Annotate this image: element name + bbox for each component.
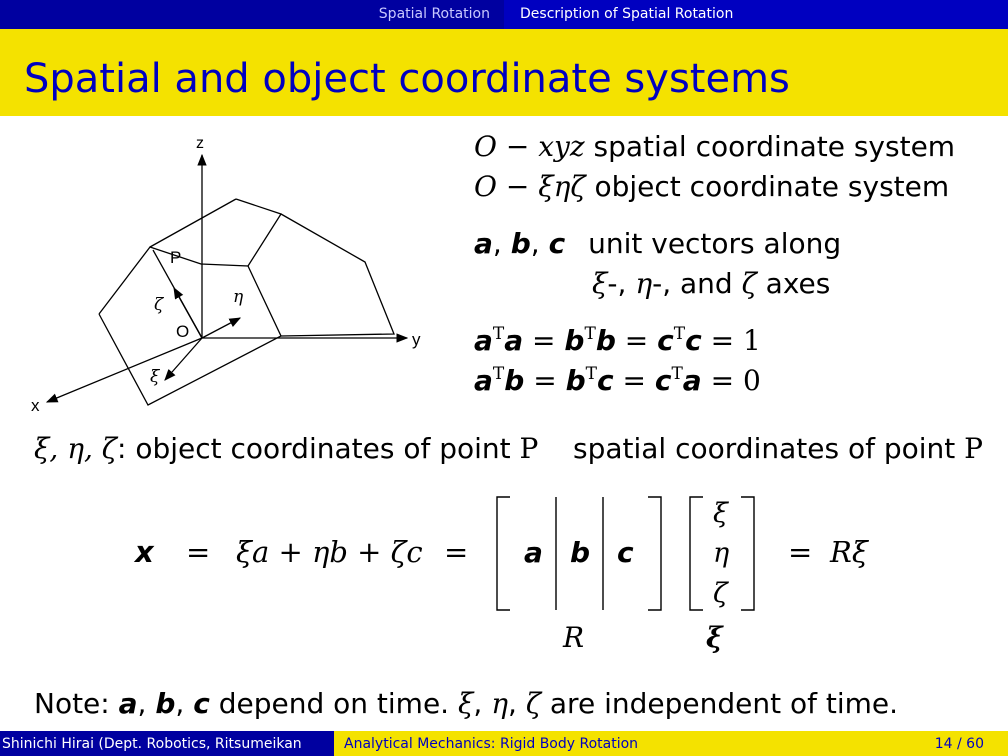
- label-xi: ξ: [150, 367, 160, 387]
- nav-subsection-link[interactable]: Description of Spatial Rotation: [520, 6, 734, 22]
- spatial-system-math: O − xyz: [474, 130, 585, 163]
- vector-eta: η: [713, 538, 730, 569]
- R-label: R: [563, 621, 585, 654]
- eq2-c2: c: [654, 364, 672, 397]
- eq1-t2: T: [584, 324, 596, 344]
- top-navigation: [0, 0, 1008, 29]
- note-line: Note: a, b, c depend on time. ξ, η, ζ are independent of time.: [34, 687, 899, 720]
- eq2-t3: T: [671, 364, 683, 384]
- note-zeta: ζ: [525, 687, 541, 720]
- orthonormal-eq2: $a^Tb = b^Tc = c^Ta = 0$: [474, 364, 761, 397]
- eq1-t1: T: [492, 324, 505, 344]
- eq2-c1: c: [596, 364, 614, 397]
- eq1-rhs: = 1: [710, 324, 761, 357]
- eq2-t2: T: [585, 364, 597, 384]
- note-mid: depend on time.: [209, 687, 458, 720]
- eq1-a1: a: [474, 324, 493, 357]
- coordinate-figure: [0, 120, 460, 420]
- note-a: a: [118, 687, 138, 720]
- equation-lhs: x: [135, 535, 154, 569]
- label-zeta: ζ: [154, 295, 164, 315]
- axes-sep1: -,: [607, 267, 636, 300]
- axes-xi: ξ: [592, 267, 608, 300]
- axes-zeta: ζ: [741, 267, 757, 300]
- eq2-t1: T: [492, 364, 505, 384]
- note-xi: ξ: [457, 687, 474, 720]
- footer-title-panel: [334, 731, 671, 756]
- orthonormal-eq1: $a^Ta = b^Tb = c^Tc = 1$: [474, 324, 761, 357]
- unit-vectors-text: unit vectors along: [588, 227, 842, 260]
- eq1-c2: c: [685, 324, 702, 357]
- footer-author: Shinichi Hirai (Dept. Robotics, Ritsumeikan: [2, 736, 302, 752]
- label-x: x: [31, 396, 40, 415]
- note-suffix: are independent of time.: [541, 687, 899, 720]
- label-O: O: [176, 322, 190, 341]
- eq2-a2: a: [682, 364, 702, 397]
- axes-end: axes: [756, 267, 831, 300]
- note-b: b: [155, 687, 176, 720]
- footer-page-panel: [671, 731, 1008, 756]
- equation-sum: ξa + ηb + ζc: [236, 535, 423, 569]
- eq2-rhs: = 0: [710, 364, 761, 397]
- footer-title: Analytical Mechanics: Rigid Body Rotation: [344, 736, 639, 752]
- eq1-a2: a: [504, 324, 524, 357]
- equation-equals-3: =: [788, 535, 813, 569]
- vec-b: b: [510, 227, 531, 260]
- note-c: c: [193, 687, 210, 720]
- eq1-c1: c: [657, 324, 674, 357]
- slide-title: Spatial and object coordinate systems: [24, 56, 790, 102]
- spatial-coords-text: spatial coordinates of point: [573, 432, 965, 465]
- label-z: z: [196, 135, 204, 152]
- axes-sep2: -, and: [652, 267, 742, 300]
- eq1-b2: b: [595, 324, 616, 357]
- vec-c: c: [548, 227, 566, 260]
- vec-a: a: [474, 227, 493, 260]
- footer-author-panel: [0, 731, 334, 756]
- spatial-system-line: [474, 130, 955, 163]
- xi-vector-label: ξ: [706, 621, 723, 654]
- object-coords-math: ξ, η, ζ: [34, 432, 117, 465]
- object-coords-text: : object coordinates of point: [116, 432, 520, 465]
- hexagonal-prism: [99, 199, 394, 405]
- unit-vectors-line: a, b, c unit vectors along: [474, 227, 842, 260]
- label-eta: η: [233, 287, 244, 307]
- object-coordinates-label: [34, 432, 538, 465]
- object-coords-P: P: [519, 432, 539, 465]
- spatial-coords-P: P: [964, 432, 983, 465]
- spatial-system-text: spatial coordinate system: [593, 130, 956, 163]
- eq2-b2: b: [565, 364, 586, 397]
- matrix-col-a: a: [524, 536, 543, 569]
- vector-xi: ξ: [713, 498, 728, 529]
- eq2-a1: a: [474, 364, 493, 397]
- nav-section-panel: [0, 0, 504, 29]
- label-y: y: [412, 330, 421, 349]
- object-system-text: object coordinate system: [594, 170, 950, 203]
- nav-section-link[interactable]: Spatial Rotation: [378, 6, 490, 22]
- matrix-col-b: b: [570, 536, 591, 569]
- note-eta: η: [491, 687, 508, 720]
- note-prefix: Note:: [34, 687, 119, 720]
- spatial-axes: [47, 155, 407, 402]
- object-system-line: [474, 170, 949, 203]
- equation-equals-1: =: [186, 535, 211, 569]
- page-number: 14 / 60: [934, 736, 984, 752]
- matrix-col-c: c: [617, 536, 634, 569]
- nav-subsection-panel: [504, 0, 1008, 29]
- footer-bar: [0, 731, 1008, 756]
- equation-equals-2: =: [444, 535, 469, 569]
- spatial-coordinates-label: [573, 432, 983, 465]
- axes-line: [592, 267, 830, 300]
- eq1-t3: T: [673, 324, 686, 344]
- vector-zeta: ζ: [713, 578, 728, 609]
- x-axis: [47, 338, 202, 402]
- label-P: P: [170, 248, 182, 267]
- axes-eta: η: [635, 267, 653, 300]
- object-system-math: O − ξηζ: [474, 170, 586, 203]
- main-equation: [0, 490, 1008, 660]
- eq1-b1: b: [564, 324, 585, 357]
- equation-rhs: Rξ: [830, 535, 868, 569]
- eq2-b1: b: [504, 364, 525, 397]
